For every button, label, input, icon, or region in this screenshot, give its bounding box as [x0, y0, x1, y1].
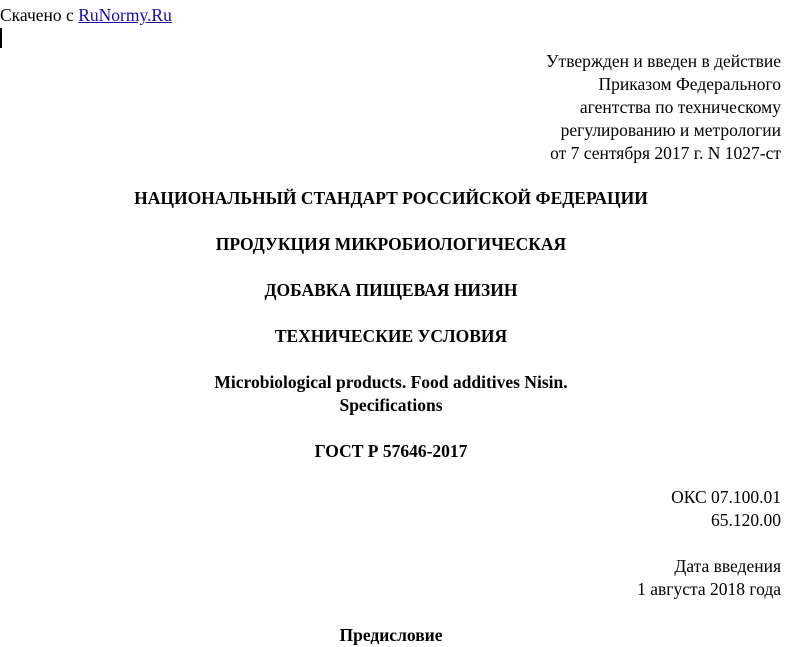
- tech-conditions-heading: ТЕХНИЧЕСКИЕ УСЛОВИЯ: [274, 326, 508, 346]
- introduction-date-label: Дата введения: [674, 556, 781, 576]
- english-title-line-1: Microbiological products. Food additives Nisin.: [214, 372, 568, 392]
- source-prefix: Скачено с: [0, 5, 79, 25]
- approval-block: [546, 50, 781, 165]
- approval-line: регулированию и метрологии: [560, 120, 781, 140]
- preface-heading: Предисловие: [339, 625, 443, 645]
- gost-number: ГОСТ Р 57646-2017: [314, 441, 468, 461]
- additive-heading: ДОБАВКА ПИЩЕВАЯ НИЗИН: [264, 280, 518, 300]
- text-cursor: [0, 28, 2, 48]
- english-title: [0, 371, 782, 417]
- oks-code-2: 65.120.00: [711, 510, 781, 530]
- approval-line: агентства по техническому: [579, 97, 781, 117]
- oks-code-1: ОКС 07.100.01: [671, 487, 781, 507]
- product-heading: ПРОДУКЦИЯ МИКРОБИОЛОГИЧЕСКАЯ: [215, 234, 567, 254]
- runormy-link[interactable]: RuNormy.Ru: [78, 5, 172, 25]
- english-title-line-2: Specifications: [339, 395, 443, 415]
- standard-heading: НАЦИОНАЛЬНЫЙ СТАНДАРТ РОССИЙСКОЙ ФЕДЕРАЦИИ: [134, 188, 648, 208]
- introduction-date-value: 1 августа 2018 года: [637, 579, 781, 599]
- approval-line: от 7 сентября 2017 г. N 1027-ст: [550, 143, 781, 163]
- introduction-date: [637, 555, 781, 601]
- source-line: [0, 4, 172, 27]
- approval-line: Утвержден и введен в действие: [546, 51, 781, 71]
- oks-codes: [671, 486, 781, 532]
- approval-line: Приказом Федерального: [598, 74, 781, 94]
